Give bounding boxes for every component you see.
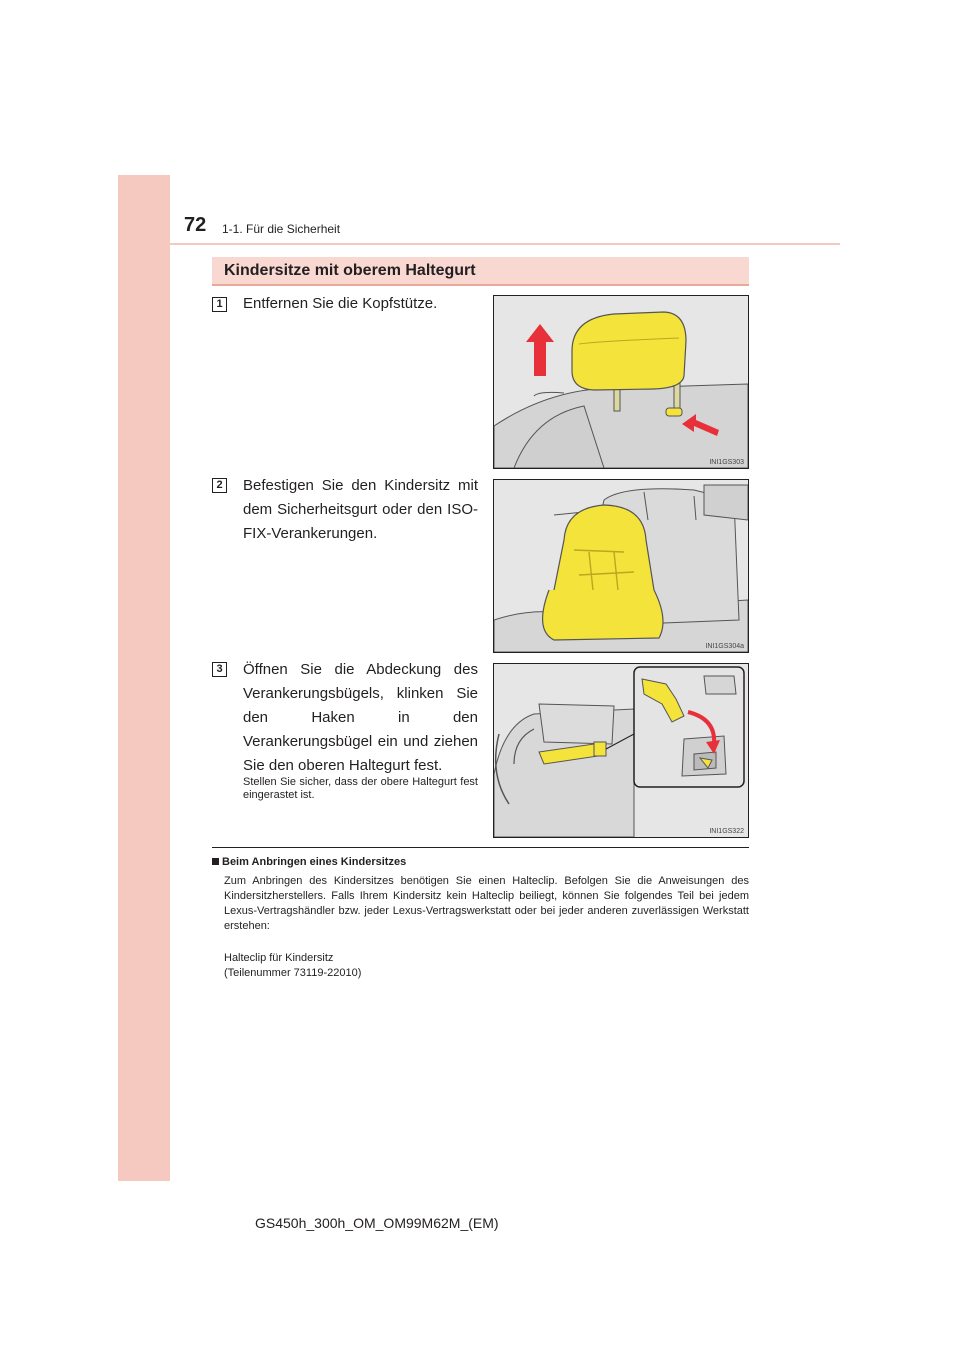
tether-illustration	[494, 664, 748, 837]
figure-remove-headrest	[493, 295, 749, 469]
document-code: GS450h_300h_OM_OM99M62M_(EM)	[255, 1215, 499, 1231]
figure-tether-hook	[493, 663, 749, 838]
info-paragraph: Zum Anbringen des Kindersitzes benötigen Sie einen Halteclip. Befolgen Sie die Anweisungen des Kindersitzherstellers. Falls Ihrem Kindersitz kein Halteclip beiliegt, können Sie folgendes Teil bei jedem Lexus-Vertragshändler bzw. jeder Lexus-Vertragswerkstatt oder bei jeder anderen zuverlässigen Werkstatt erstehen:	[224, 875, 749, 932]
topic-title: Kindersitze mit oberem Haltegurt	[224, 262, 476, 279]
figure-child-seat	[493, 479, 749, 653]
step-1-text: Entfernen Sie die Kopfstütze.	[243, 295, 438, 312]
info-heading-text: Beim Anbringen eines Kindersitzes	[222, 856, 407, 868]
part-number: (Teilenummer 73119-22010)	[224, 967, 362, 979]
info-heading	[212, 856, 406, 868]
step-3-note: Stellen Sie sicher, dass der obere Haltegurt fest eingerastet ist.	[243, 776, 478, 801]
chapter-sidebar-band	[118, 175, 170, 1181]
section-divider	[212, 847, 749, 848]
square-bullet-icon	[212, 858, 219, 865]
step-number-1: 1	[212, 297, 227, 312]
part-name: Halteclip für Kindersitz	[224, 952, 334, 964]
figure-label: INI1GS322	[709, 828, 744, 835]
step-number-2: 2	[212, 478, 227, 493]
step-3-text: Öffnen Sie die Abdeckung des Verankerungsbügels, klinken Sie den Haken in den Verankerungsbügel ein und ziehen Sie den oberen Haltegurt fest.	[243, 661, 478, 774]
step-number-3: 3	[212, 662, 227, 677]
figure-label: INI1GS303	[709, 459, 744, 466]
topic-title-bar	[212, 257, 749, 286]
header-rule	[170, 243, 840, 245]
figure-label: INI1GS304a	[705, 643, 744, 650]
step-2-text: Befestigen Sie den Kindersitz mit dem Sicherheitsgurt oder den ISO-FIX-Verankerungen.	[243, 477, 478, 542]
section-title: 1-1. Für die Sicherheit	[222, 222, 341, 236]
child-seat-illustration	[494, 480, 748, 652]
headrest-illustration	[494, 296, 748, 468]
page-number: 72	[184, 214, 207, 236]
